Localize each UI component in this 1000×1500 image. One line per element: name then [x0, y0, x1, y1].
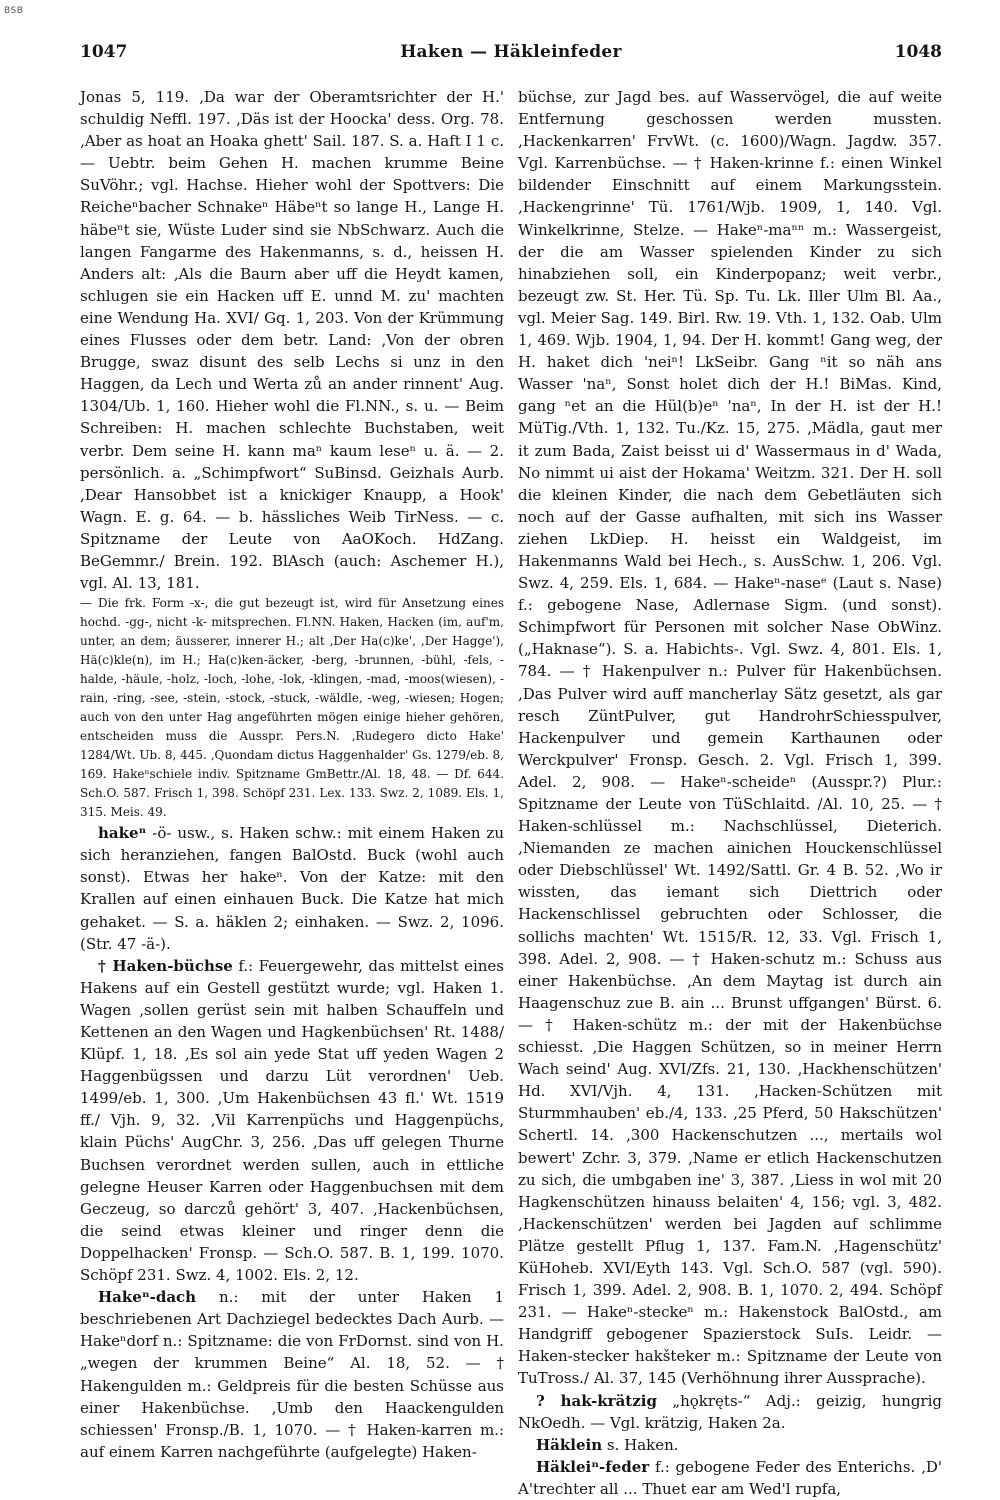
- entry-body: „hǫkręts-“ Adj.: geizig, hungrig NkOedh. — Vgl. krätzig, Haken 2a.: [518, 1391, 943, 1432]
- etymology-note: — Die frk. Form -x-, die gut bezeugt ist, wird für Ansetzung eines hochd. -gg-, nicht -k- mitsprechen. Fl.NN. Haken, Hacken (im, auf'm, unter, an dem; äusserer, innerer H.; alt ‚Der Ha(c)ke', ‚Der Hagge'), Hä(c)kle(n), im H.; Ha(c)ken-äcker, -berg, -brunnen, -bühl, -fels, -halde, -häule, -holz, -loch, -lohe, -lok, -klingen, -mad, -moos(wiesen), -rain, -ring, -see, -stein, -stock, -stuck, -wäldle, -weg, -wiesen; Hogen; auch von den unter Hag angeführten mögen einige hieher gehören, entscheiden muss die Ausspr. Pers.N. ‚Rudegero dicto Hake' 1284/Wt. Ub. 8, 445. ‚Quondam dictus Haggenhalder' Gs. 1279/eb. 8, 169. Hakeⁿschiele indiv. Spitzname GmBettr./Al. 18, 48. — Df. 644. Sch.O. 587. Frisch 1, 398. Schöpf 231. Lex. 133. Swz. 2, 1089. Els. 1, 315. Meis. 49.: [80, 596, 504, 820]
- page-number-left: 1047: [80, 42, 128, 62]
- entry-headword: Häklein: [536, 1435, 603, 1454]
- entry-headword: Häkleiⁿ-feder: [536, 1457, 650, 1476]
- library-stamp: BSB: [4, 6, 24, 16]
- dictionary-entry: [80, 955, 504, 1286]
- page-title: Haken — Häkleinfeder: [400, 42, 622, 62]
- entry-body: -ö- usw., s. Haken schw.: mit einem Haken zu sich heranziehen, fangen BalOstd. Buck (wohl auch sonst). Etwas her hakeⁿ. Von der Katze: mit den Krallen auf einen einhauen Buck. Die Katze hat mich gehaket. — S. a. häklen 2; einhaken. — Swz. 2, 1096. (Str. 47 -ä-).: [80, 824, 504, 953]
- page-number-right: 1048: [894, 42, 942, 62]
- entry-headword: ? hak-krätzig: [536, 1391, 657, 1410]
- dictionary-entry: [80, 822, 504, 955]
- entry-continuation: büchse, zur Jagd bes. auf Wasservögel, die auf weite Entfernung geschossen werden mussten. ‚Hackenkarren' FrvWt. (c. 1600)/Wagn. Jagdw. 357. Vgl. Karrenbüchse. — † Haken-krinne f.: einen Winkel bildender Einschnitt auf einem Markungsstein. ‚Hackengrinne' Tü. 1761/Wjb. 1909, 1, 140. Vgl. Winkelkrinne, Stelze. — Hakeⁿ-maⁿⁿ m.: Wassergeist, der die am Wasser spielenden Kinder zu sich hinabziehen soll, ein Kinderpopanz; weit verbr., bezeugt zw. St. Her. Tü. Sp. Tu. Lk. Iller Ulm Bl. Aa., vgl. Meier Sag. 149. Birl. Rw. 19. Vth. 1, 132. Oab. Ulm 1, 469. Wjb. 1904, 1, 94. Der H. kommt! Gang weg, der H. haket dich 'neiⁿ! LkSeibr. Gang ⁿit so näh ans Wasser 'naⁿ, Sonst holet dich der H.! BiMas. Kind, gang ⁿet an die Hül(b)eⁿ 'naⁿ, In der H. ist der H.! MüTig./Vth. 1, 132. Tu./Kz. 15, 275. ‚Mädla, gaut mer it zum Bada, Zaist beisst ui d' Wassermaus in d' Wada, No nimmt ui aist der Hokama' Weitzm. 321. Der H. soll die kleinen Kinder, die nach dem Gebetläuten sich noch auf der Gasse aufhalten, mit sich ins Wasser ziehen LkDiep. H. heisst ein Waldgeist, im Hakenmanns Wald bei Hech., s. AusSchw. 1, 206. Vgl. Swz. 4, 259. Els. 1, 684. — Hakeⁿ-naseᵉ (Laut s. Nase) f.: gebogene Nase, Adlernase Sigm. (und sonst). Schimpfwort für Personen mit solcher Nase ObWinz. („Haknase“). S. a. Habichts-. Vgl. Swz. 4, 801. Els. 1, 784. — † Hakenpulver n.: Pulver für Hakenbüchsen. ‚Das Pulver wird auff mancherlay Sätz gesetzt, als gar resch ZüntPulver, gut HandrohrSchiesspulver, Hackenpulver und gemein Karthaunen oder Werckpulver' Fronsp. Gesch. 2. Vgl. Frisch 1, 399. Adel. 2, 908. — Hakeⁿ-scheideⁿ (Ausspr.?) Plur.: Spitzname der Leute von TüSchlaitd. /Al. 10, 25. — † Haken-schlüssel m.: Nachschlüssel, Dieterich. ‚Niemanden ze machen ainichen Houckenschlüssel oder Diebschlüssel' Wt. 1492/Sattl. Gr. 4 B. 52. ‚Wo ir wissten, das iemant sich Diettrich oder Hackenschlissel gebruchten oder Schlosser, die sollichs machten' Wt. 1515/R. 12, 33. Vgl. Frisch 1, 398. Adel. 2, 908. — † Haken-schutz m.: Schuss aus einer Hakenbüchse. ‚An dem Maytag ist durch ain Haagenschuz zue B. ain ... Brunst uffgangen' Bürst. 6. — † Haken-schütz m.: der mit der Hakenbüchse schiesst. ‚Die Haggen Schützen, so in meiner Herrn Wach seind' Aug. XVI/Zfs. 21, 130. ‚Hackhenschützen' Hd. XVI/Vjh. 4, 131. ‚Hacken-Schützen mit Sturmmhauben' eb./4, 133. ‚25 Pferd, 50 Hakschützen' Schertl. 14. ‚300 Hackenschutzen ..., mertails wol bewert' Zchr. 3, 379. ‚Name er etlich Hackenschutzen zu sich, die umbgaben ine' 3, 387. ‚Liess in wol mit 20 Hagkenschützen hinauss belaiten' 4, 156; vgl. 3, 482. ‚Hackenschützen' werden bei Jagden auf schlimme Plätze gestellt Pflug 1, 137. Fam.N. ‚Hagenschütz' KüHoheb. XVI/Eyth 143. Vgl. Sch.O. 587 (vgl. 590). Frisch 1, 399. Adel. 2, 908. B. 1, 1070. 2, 494. Schöpf 231. — Hakeⁿ-steckeⁿ m.: Hakenstock BalOstd., am Handgriff gebogener Spazierstock SuIs. Leidr. — Haken-stecker hakšteker m.: Spitzname der Leute von TuTross./ Al. 37, 145 (Verhöhnung ihrer Aussprache).: [518, 88, 942, 1388]
- dictionary-entry: [518, 1456, 942, 1500]
- right-column: [518, 86, 943, 1498]
- left-column: [80, 86, 504, 1461]
- dictionary-entry: [80, 1286, 504, 1463]
- entry-headword: hakeⁿ: [98, 824, 147, 843]
- entry-headword: † Haken-büchse: [98, 956, 233, 975]
- entry-body: n.: mit der unter Haken 1 beschriebenen Art Dachziegel bedecktes Dach Aurb. — Hakeⁿdorf n.: Spitzname: die von FrDornst. sind von H. „wegen der krummen Beine“ Al. 18, 52. — † Hakengulden m.: Geldpreis für die besten Schüsse aus einer Hakenbüchse. ‚Umb den Haackengulden schiessen' Fronsp./B. 1, 1070. — † Haken-karren m.: auf einem Karren nachgeführte (aufgelegte) Haken-: [80, 1288, 504, 1461]
- entry-body: f.: gebogene Feder des Enterichs. ‚D' A'trechter all ... Thuet ear am Wed'l rupfa,: [518, 1457, 942, 1498]
- entry-body: s. Haken.: [602, 1435, 679, 1454]
- entry-body: f.: Feuergewehr, das mittelst eines Hakens auf ein Gestell gestützt wurde; vgl. Haken 1. Wagen ‚sollen gerüst sein mit halben Schauffeln und Kettenen an den Wagen und Hagkenbüchsen' Rt. 1488/ Klüpf. 1, 18. ‚Es sol ain yede Stat uff yeden Wagen 2 Haggenbügssen und darzu Lüt verordnen' Ueb. 1499/eb. 1, 300. ‚Um Hakenbüchsen 43 fl.' Wt. 1519 ff./ Vjh. 9, 32. ‚Vil Karrenpüchs und Haggenpüchs, klain Püchs' AugChr. 3, 256. ‚Das uff gelegen Thurne Buchsen verordnet werden sullen, auch in ettliche gelegne Heuser Karren oder Haggenbuchsen mit dem Geczeug, so darczů gehört' 3, 407. ‚Hackenbüchsen, die seind etwas kleiner und ringer denn die Doppelhacken' Fronsp. — Sch.O. 587. B. 1, 199. 1070. Schöpf 231. Swz. 4, 1002. Els. 2, 12.: [80, 956, 504, 1285]
- entry-headword: Hakeⁿ-dach: [98, 1288, 197, 1307]
- entry-continuation: Jonas 5, 119. ‚Da war der Oberamtsrichter der H.' schuldig Neffl. 197. ‚Däs ist der Hoocka' dess. Org. 78. ‚Aber as hoat an Hoaka ghett' Sail. 187. S. a. Haft I 1 c. — Uebtr. beim Gehen H. machen krumme Beine SuVöhr.; vgl. Hachse. Hieher wohl der Spottvers: Die Reicheⁿbacher Schnakeⁿ Häbeⁿt so lange H., Lange H. häbeⁿt sie, Wüste Luder sind sie NbSchwarz. Auch die langen Fangarme des Hakenmanns, s. d., heissen H. Anders alt: ‚Als die Baurn aber uff die Heydt kamen, schlugen sie ein Hacken uff E. unnd M. zu' machten eine Wendung Ha. XVI/ Gq. 1, 203. Von der Krümmung eines Flusses oder dem betr. Land: ‚Von der obren Brugge, swaz disunt des selb Lechs si unz in den Haggen, da Lech und Werta zů an ander rinnent' Aug. 1304/Ub. 1, 160. Hieher wohl die Fl.NN., s. u. — Beim Schreiben: H. machen schlechte Buchstaben, weit verbr. Dem seine H. kann maⁿ kaum leseⁿ u. ä. — 2. persönlich. a. „Schimpfwort“ SuBinsd. Geizhals Aurb. ‚Dear Hansobbet ist a knickiger Knaupp, a Hook' Wagn. E. g. 64. — b. hässliches Weib TirNess. — c. Spitzname der Leute von AaOKoch. HdZang. BeGemmr./ Brein. 192. BlAsch (auch: Aschemer H.), vgl. Al. 13, 181.: [80, 88, 504, 593]
- running-header: [80, 42, 942, 70]
- dictionary-entry: [518, 1434, 942, 1456]
- dictionary-entry: [518, 1390, 942, 1434]
